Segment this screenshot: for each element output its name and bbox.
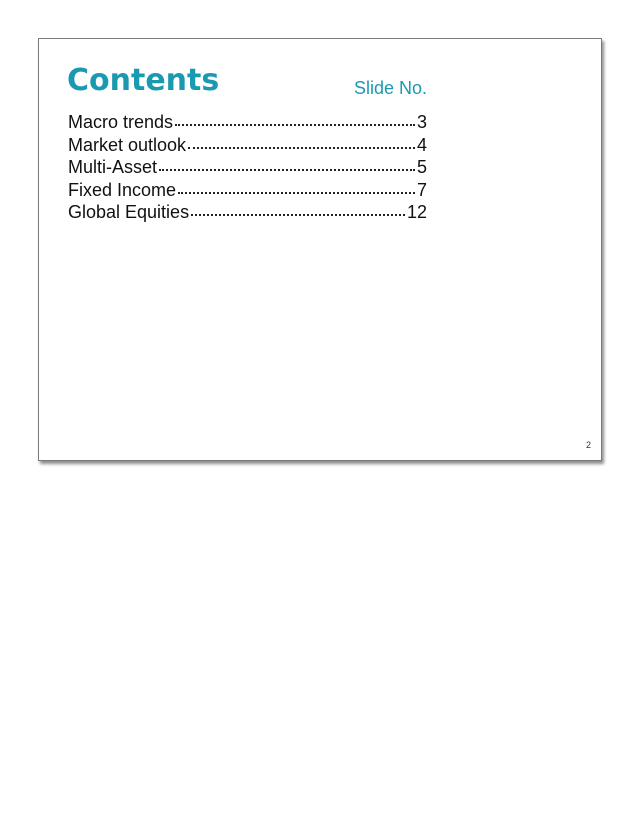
toc-entry-market-outlook[interactable]: [68, 134, 427, 157]
page-title: Contents: [67, 63, 220, 98]
dot-leader: [191, 212, 405, 216]
page-number: 2: [585, 440, 591, 450]
dot-leader: [188, 145, 415, 149]
toc-entry-page: 12: [406, 202, 427, 222]
table-of-contents: [68, 111, 427, 224]
toc-entry-global-equities[interactable]: [68, 201, 427, 224]
toc-entry-label: Fixed Income: [68, 179, 177, 200]
toc-entry-multi-asset[interactable]: [68, 156, 427, 179]
dot-leader: [159, 167, 415, 171]
toc-entry-label: Macro trends: [68, 112, 174, 132]
slide-no-header: Slide No.: [353, 78, 427, 98]
toc-entry-fixed-income[interactable]: [68, 179, 427, 202]
toc-entry-page: 4: [416, 134, 427, 155]
toc-entry-page: 7: [416, 179, 427, 200]
toc-entry-page: 5: [416, 157, 427, 177]
dot-leader: [175, 122, 415, 126]
toc-entry-macro-trends[interactable]: [68, 111, 427, 134]
toc-entry-page: 3: [416, 112, 427, 132]
toc-entry-label: Market outlook: [68, 134, 187, 155]
slide: [38, 38, 602, 461]
dot-leader: [178, 190, 415, 194]
toc-entry-label: Global Equities: [68, 202, 190, 222]
toc-entry-label: Multi-Asset: [68, 157, 158, 177]
